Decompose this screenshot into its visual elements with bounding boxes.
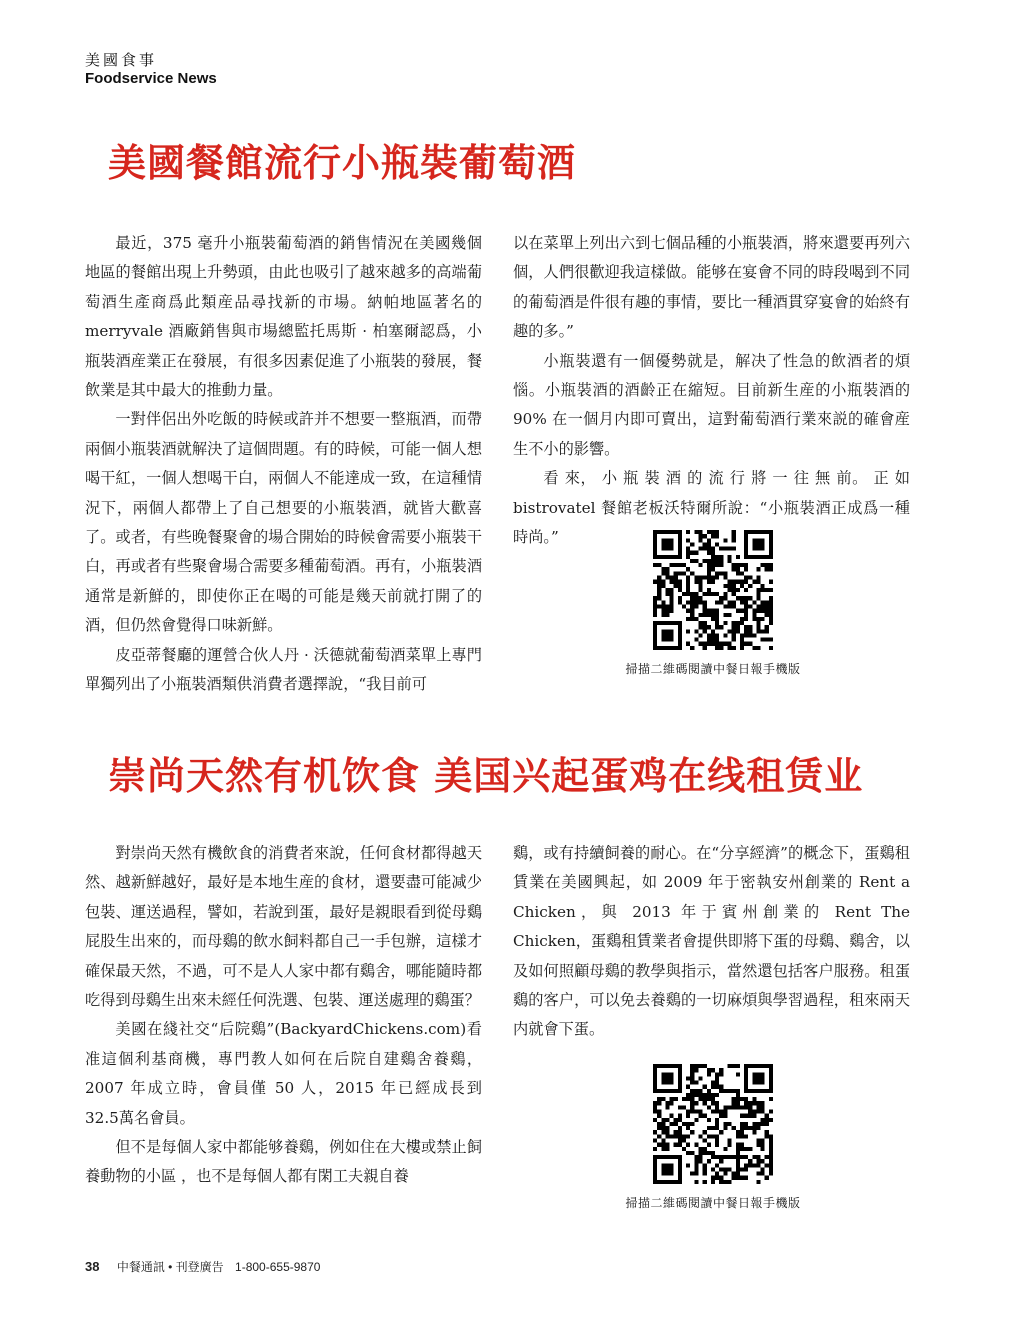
article2-left-column <box>85 839 482 1192</box>
qr-caption: 掃描二維碼閱讀中餐日報手機版 <box>625 1196 801 1210</box>
section-title-en: Foodservice News <box>85 70 217 87</box>
section-title-zh: 美國食事 <box>85 51 158 69</box>
article1-right-column <box>513 229 910 552</box>
publisher-name: 中餐通訊 • 刊登廣告 <box>116 1260 224 1274</box>
qr-caption: 掃描二維碼閱讀中餐日報手機版 <box>625 662 801 676</box>
article2-paragraph: 鷄，或有持續飼養的耐心。在“分享經濟”的概念下，蛋鷄租賃業在美國興起，如 2009 年于密執安州創業的 Rent a Chicken，與 2013 年于賓州創業的 Rent The Chicken，蛋鷄租賃業者會提供即將下蛋的母鷄、鷄舍，以及如何照顧母鷄的教學與指示，當然還包括客户服務。租蛋鷄的客户，可以免去養鷄的一切麻煩與學習過程，租來兩天内就會下蛋。 <box>513 844 910 1039</box>
article2-qr-block <box>593 1064 833 1211</box>
article1-paragraph: 小瓶裝還有一個優勢就是，解决了性急的飲酒者的煩惱。小瓶裝酒的酒齡正在縮短。目前新生産的小瓶裝酒的 90% 在一個月内即可賣出，這對葡萄酒行業來説的確會産生不小的影響。 <box>513 351 910 458</box>
page-footer <box>85 1258 320 1275</box>
article2-paragraph: 美國在綫社交“后院鷄”(BackyardChickens.com)看准這個利基商機，專門教人如何在后院自建鷄舍養鷄，2007 年成立時，會員僅 50 人，2015 年已經成長到 32.5萬名會員。 <box>85 1020 482 1127</box>
article2-paragraph: 對崇尚天然有機飲食的消費者來說，任何食材都得越天然、越新鮮越好，最好是本地生産的食材，還要盡可能减少包裝、運送過程，譬如，若說到蛋，最好是親眼看到從母鷄屁股生出來的，而母鷄的飲水飼料都自己一手包辦，這樣才確保最天然，不過，可不是人人家中都有鷄舍，哪能隨時都吃得到母鷄生出來未經任何洗選、包裝、運送處理的鷄蛋？ <box>85 844 482 1010</box>
qr-code-icon[interactable] <box>653 1064 773 1184</box>
article1-title: 美國餐館流行小瓶裝葡萄酒 <box>108 140 577 185</box>
ad-phone-number: 1-800-655-9870 <box>235 1260 321 1274</box>
article2-right-column <box>513 839 910 1045</box>
article2-title: 崇尚天然有机饮食 美国兴起蛋鸡在线租赁业 <box>108 753 864 798</box>
page-number: 38 <box>85 1259 100 1274</box>
article1-paragraph: 皮亞蒂餐廳的運營合伙人丹 · 沃德就葡萄酒菜單上專門單獨列出了小瓶裝酒類供消費者選擇說，“我目前可 <box>85 645 482 694</box>
article1-paragraph: 以在菜單上列出六到七個品種的小瓶裝酒，將來還要再列六個，人們很歡迎我這樣做。能够在宴會不同的時段喝到不同的葡萄酒是件很有趣的事情，要比一種酒貫穿宴會的始終有趣的多。” <box>513 234 910 341</box>
qr-code-icon[interactable] <box>653 530 773 650</box>
article1-paragraph: 一對伴侶出外吃飯的時候或許并不想要一整瓶酒，而帶兩個小瓶裝酒就解決了這個問題。有的時候，可能一個人想喝干紅，一個人想喝干白，兩個人不能達成一致，在這種情況下，兩個人都帶上了自己想要的小瓶裝酒，就皆大歡喜了。或者，有些晚餐聚會的場合開始的時候會需要小瓶裝干白，再或者有些聚會場合需要多種葡萄酒。再有，小瓶裝酒通常是新鮮的，即使你正在喝的可能是幾天前就打開了的酒，但仍然會覺得口味新鮮。 <box>85 410 482 635</box>
article1-paragraph: 最近，375 毫升小瓶裝葡萄酒的銷售情況在美國幾個地區的餐館出現上升勢頭，由此也吸引了越來越多的高端葡萄酒生產商爲此類産品尋找新的市場。納帕地區著名的 merryvale 酒廠銷售與市場總監托馬斯 · 柏塞爾認爲，小瓶裝酒産業正在發展，有很多因素促進了小瓶裝的發展，餐飲業是其中最大的推動力量。 <box>85 234 482 400</box>
article1-left-column <box>85 229 482 700</box>
article1-qr-block <box>593 530 833 677</box>
article2-paragraph: 但不是每個人家中都能够養鷄，例如住在大樓或禁止飼養動物的小區 ，也不是每個人都有閑工夫親自養 <box>85 1138 482 1186</box>
article1-paragraph: 看 來， 小 瓶 裝 酒 的 流 行 將 一 往 無 前。 正 如 bistrovatel 餐館老板沃特爾所說：“小瓶裝酒正成爲一種時尚。” <box>513 469 910 547</box>
